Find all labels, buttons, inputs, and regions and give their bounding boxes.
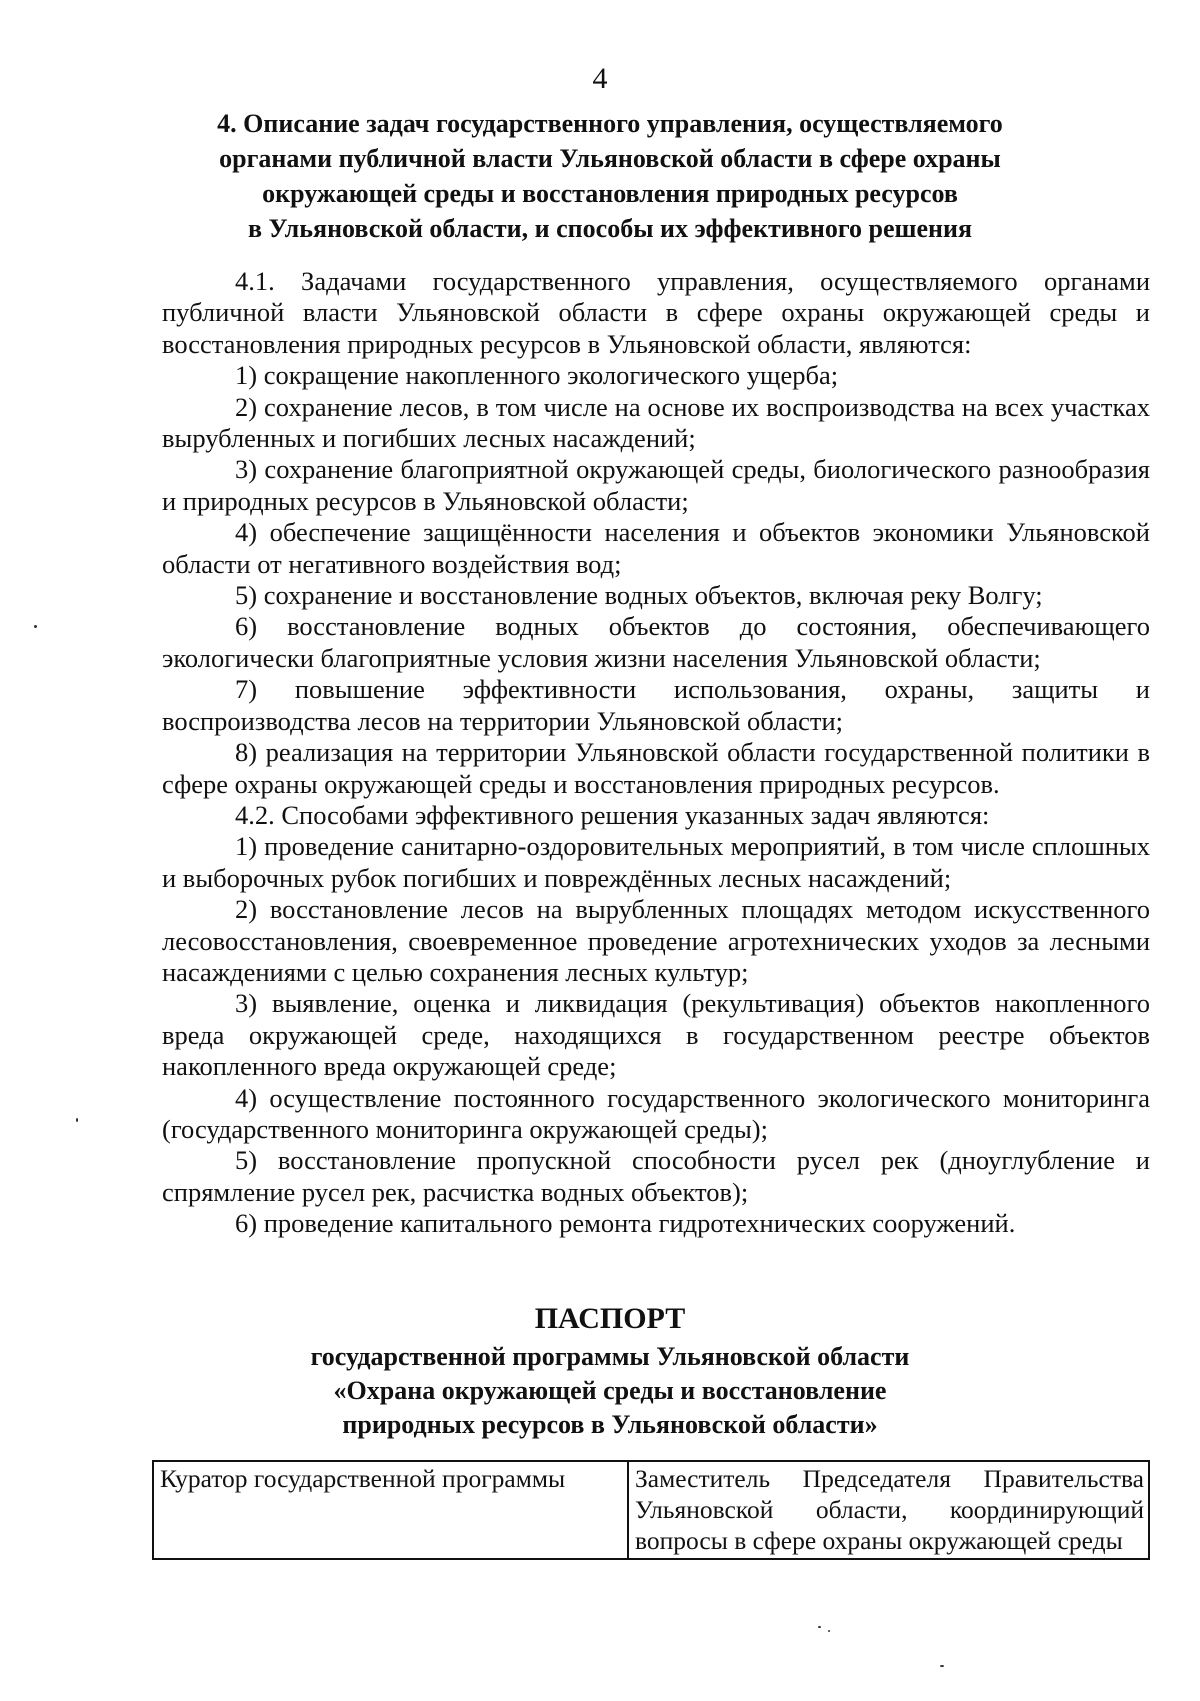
scan-speck — [76, 1118, 78, 1122]
scan-speck — [34, 625, 37, 628]
list-item: 4) осуществление постоянного государственного экологического мониторинга (государственного мониторинга окружающей среды); — [162, 1082, 1150, 1144]
scan-speck — [940, 1665, 944, 1667]
list-item: 8) реализация на территории Ульяновской области государственной политики в сфере охраны окружающей среды и восстановления природных ресурсов. — [162, 737, 1150, 799]
passport-subtitle-line: природных ресурсов в Ульяновской области» — [342, 1410, 878, 1439]
list-item: 3) сохранение благоприятной окружающей среды, биологического разнообразия и природных ресурсов в Ульяновской области; — [162, 454, 1150, 516]
list-item: 5) сохранение и восстановление водных объектов, включая реку Волгу; — [235, 580, 1043, 611]
heading-line: органами публичной власти Ульяновской области в сфере охраны — [219, 144, 1001, 173]
scan-speck — [818, 1626, 821, 1628]
list-item: 6) проведение капитального ремонта гидротехнических сооружений. — [235, 1208, 1016, 1239]
table-cell-label: Куратор государственной программы — [153, 1461, 628, 1559]
list-item: 6) восстановление водных объектов до состояния, обеспечивающего экологически благоприятные условия жизни населения Ульяновской области; — [162, 611, 1150, 673]
passport-table — [152, 1460, 1150, 1560]
paragraph: 4.2. Способами эффективного решения указанных задач являются: — [235, 799, 990, 830]
passport-title: ПАСПОРТ — [534, 1302, 686, 1335]
scan-speck — [828, 1630, 830, 1632]
heading-line: окружающей среды и восстановления природных ресурсов — [262, 179, 958, 208]
section-heading — [150, 106, 1070, 246]
table-cell-value: Заместитель Председателя Правительства Ульяновской области, координирующий вопросы в сфере охраны окружающей среды — [628, 1461, 1149, 1559]
list-item: 5) восстановление пропускной способности русел рек (дноуглубление и спрямление русел рек, расчистка водных объектов); — [162, 1145, 1150, 1207]
passport-subtitle-line: государственной программы Ульяновской области — [310, 1342, 910, 1371]
page-number: 4 — [592, 62, 608, 95]
body-text — [162, 266, 1150, 1240]
heading-line: в Ульяновской области, и способы их эффективного решения — [247, 214, 973, 243]
list-item: 1) проведение санитарно-оздоровительных мероприятий, в том числе сплошных и выборочных рубок погибших и повреждённых лесных насаждений; — [162, 831, 1150, 893]
list-item: 2) сохранение лесов, в том числе на основе их воспроизводства на всех участках вырубленных и погибших лесных насаждений; — [162, 391, 1150, 454]
list-item: 7) повышение эффективности использования, охраны, защиты и воспроизводства лесов на территории Ульяновской области; — [162, 674, 1150, 736]
paragraph: 4.1. Задачами государственного управления, осуществляемого органами публичной власти Ульяновской области в сфере охраны окружающей среды и восстановления природных ресурсов в Ульяновской области, являются: — [162, 266, 1150, 359]
list-item: 2) восстановление лесов на вырубленных площадях методом искусственного лесовосстановления, своевременное проведение агротехнических уходов за лесными насаждениями с целью сохранения лесных культур; — [162, 894, 1150, 987]
heading-line: 4. Описание задач государственного управления, осуществляемого — [217, 109, 1003, 138]
list-item: 3) выявление, оценка и ликвидация (рекультивация) объектов накопленного вреда окружающей среде, находящихся в государственном реестре объектов накопленного вреда окружающей среде; — [162, 988, 1150, 1082]
table-row — [153, 1461, 1149, 1559]
list-item: 1) сокращение накопленного экологического ущерба; — [235, 360, 839, 391]
list-item: 4) обеспечение защищённости населения и объектов экономики Ульяновской области от негативного воздействия вод; — [162, 517, 1150, 579]
passport-heading — [150, 1302, 1070, 1442]
passport-subtitle-line: «Охрана окружающей среды и восстановление — [333, 1376, 887, 1405]
